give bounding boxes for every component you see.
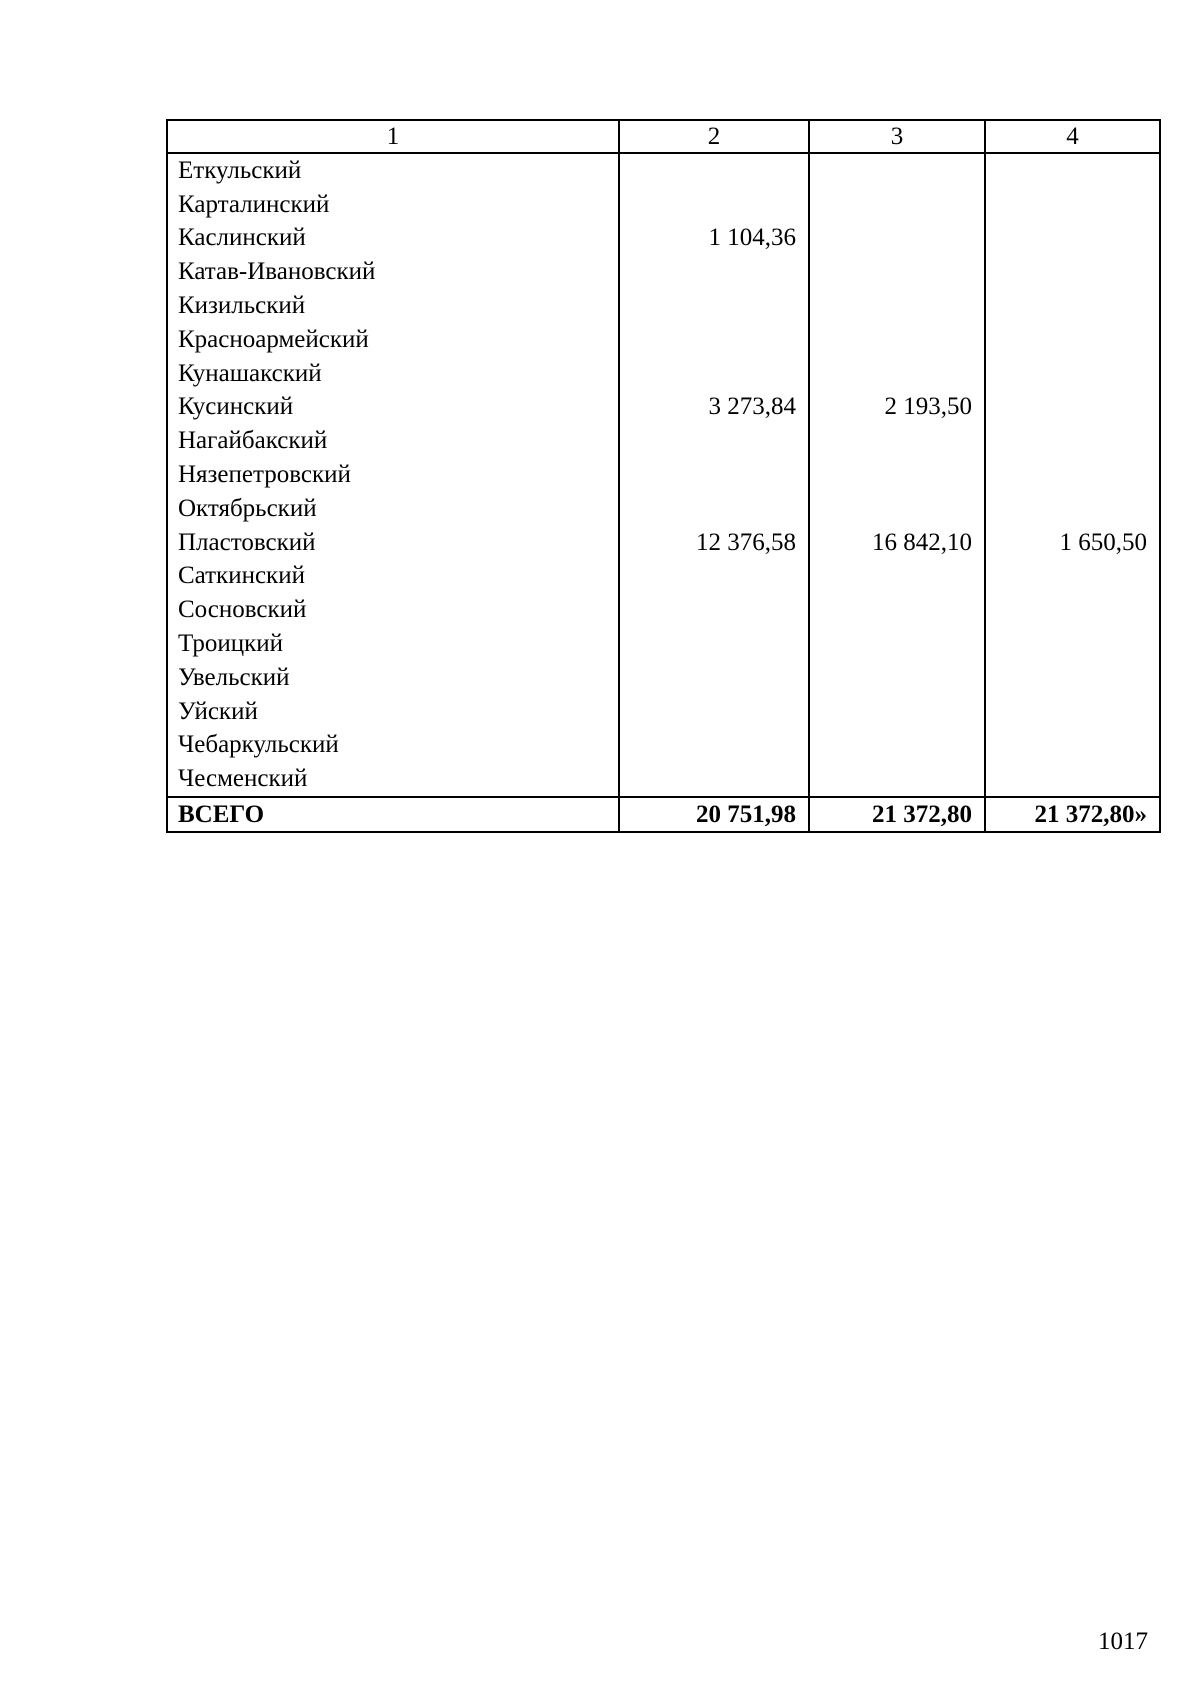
district-name: Кунашакский	[167, 357, 619, 391]
district-name: Кусинский	[167, 391, 619, 425]
value-col-2	[619, 695, 809, 729]
district-name: Еткульский	[167, 153, 619, 188]
district-name: Саткинский	[167, 560, 619, 594]
column-header-4: 4	[985, 120, 1160, 153]
value-col-3	[809, 695, 985, 729]
value-col-2	[619, 762, 809, 797]
value-col-2	[619, 593, 809, 627]
value-col-4: 1 650,50	[985, 526, 1160, 560]
table-row	[167, 661, 1160, 695]
value-col-3	[809, 729, 985, 763]
value-col-4	[985, 729, 1160, 763]
district-name: Чебаркульский	[167, 729, 619, 763]
budget-table	[166, 119, 1161, 833]
value-col-3: 2 193,50	[809, 391, 985, 425]
value-col-2: 1 104,36	[619, 222, 809, 256]
table-row	[167, 526, 1160, 560]
value-col-2	[619, 424, 809, 458]
district-name: Нязепетровский	[167, 458, 619, 492]
table-row	[167, 458, 1160, 492]
district-name: Уйский	[167, 695, 619, 729]
page-number: 1017	[1098, 1628, 1148, 1655]
value-col-3	[809, 458, 985, 492]
table-row	[167, 323, 1160, 357]
district-name: Нагайбакский	[167, 424, 619, 458]
value-col-2	[619, 729, 809, 763]
value-col-2	[619, 153, 809, 188]
table-row	[167, 153, 1160, 188]
value-col-3	[809, 222, 985, 256]
total-col-2: 20 751,98	[619, 797, 809, 832]
value-col-4	[985, 762, 1160, 797]
table-row	[167, 560, 1160, 594]
value-col-2	[619, 255, 809, 289]
column-header-1: 1	[167, 120, 619, 153]
value-col-4	[985, 188, 1160, 222]
value-col-3	[809, 762, 985, 797]
value-col-3	[809, 424, 985, 458]
district-name: Карталинский	[167, 188, 619, 222]
district-name: Кизильский	[167, 289, 619, 323]
value-col-3	[809, 188, 985, 222]
table-row	[167, 729, 1160, 763]
value-col-3: 16 842,10	[809, 526, 985, 560]
value-col-4	[985, 695, 1160, 729]
value-col-4	[985, 424, 1160, 458]
value-col-4	[985, 458, 1160, 492]
table-row	[167, 188, 1160, 222]
value-col-2	[619, 323, 809, 357]
value-col-2	[619, 492, 809, 526]
column-header-2: 2	[619, 120, 809, 153]
table-row	[167, 492, 1160, 526]
table-row	[167, 762, 1160, 797]
district-name: Катав-Ивановский	[167, 255, 619, 289]
value-col-4	[985, 222, 1160, 256]
district-name: Увельский	[167, 661, 619, 695]
total-row	[167, 797, 1160, 832]
table-header-row	[167, 120, 1160, 153]
table-row	[167, 391, 1160, 425]
value-col-2	[619, 627, 809, 661]
value-col-4	[985, 323, 1160, 357]
value-col-3	[809, 560, 985, 594]
total-col-3: 21 372,80	[809, 797, 985, 832]
table-row	[167, 695, 1160, 729]
value-col-4	[985, 153, 1160, 188]
table-row	[167, 255, 1160, 289]
value-col-4	[985, 357, 1160, 391]
value-col-3	[809, 492, 985, 526]
table-row	[167, 222, 1160, 256]
value-col-3	[809, 153, 985, 188]
total-col-4: 21 372,80»	[985, 797, 1160, 832]
value-col-4	[985, 627, 1160, 661]
value-col-2: 12 376,58	[619, 526, 809, 560]
district-name: Пластовский	[167, 526, 619, 560]
table-row	[167, 357, 1160, 391]
district-name: Красноармейский	[167, 323, 619, 357]
value-col-2	[619, 289, 809, 323]
district-name: Каслинский	[167, 222, 619, 256]
value-col-4	[985, 289, 1160, 323]
value-col-4	[985, 492, 1160, 526]
column-header-3: 3	[809, 120, 985, 153]
value-col-3	[809, 357, 985, 391]
value-col-2	[619, 661, 809, 695]
value-col-3	[809, 627, 985, 661]
table-row	[167, 627, 1160, 661]
value-col-3	[809, 661, 985, 695]
table-row	[167, 289, 1160, 323]
district-name: Троицкий	[167, 627, 619, 661]
district-name: Октябрьский	[167, 492, 619, 526]
value-col-3	[809, 255, 985, 289]
value-col-3	[809, 289, 985, 323]
total-label: ВСЕГО	[167, 797, 619, 832]
value-col-4	[985, 255, 1160, 289]
district-name: Сосновский	[167, 593, 619, 627]
value-col-2	[619, 458, 809, 492]
value-col-4	[985, 661, 1160, 695]
value-col-4	[985, 560, 1160, 594]
table-row	[167, 593, 1160, 627]
table-body	[167, 153, 1160, 797]
value-col-3	[809, 593, 985, 627]
value-col-2: 3 273,84	[619, 391, 809, 425]
district-name: Чесменский	[167, 762, 619, 797]
table-row	[167, 424, 1160, 458]
value-col-3	[809, 323, 985, 357]
value-col-4	[985, 593, 1160, 627]
value-col-2	[619, 188, 809, 222]
value-col-2	[619, 560, 809, 594]
value-col-2	[619, 357, 809, 391]
value-col-4	[985, 391, 1160, 425]
